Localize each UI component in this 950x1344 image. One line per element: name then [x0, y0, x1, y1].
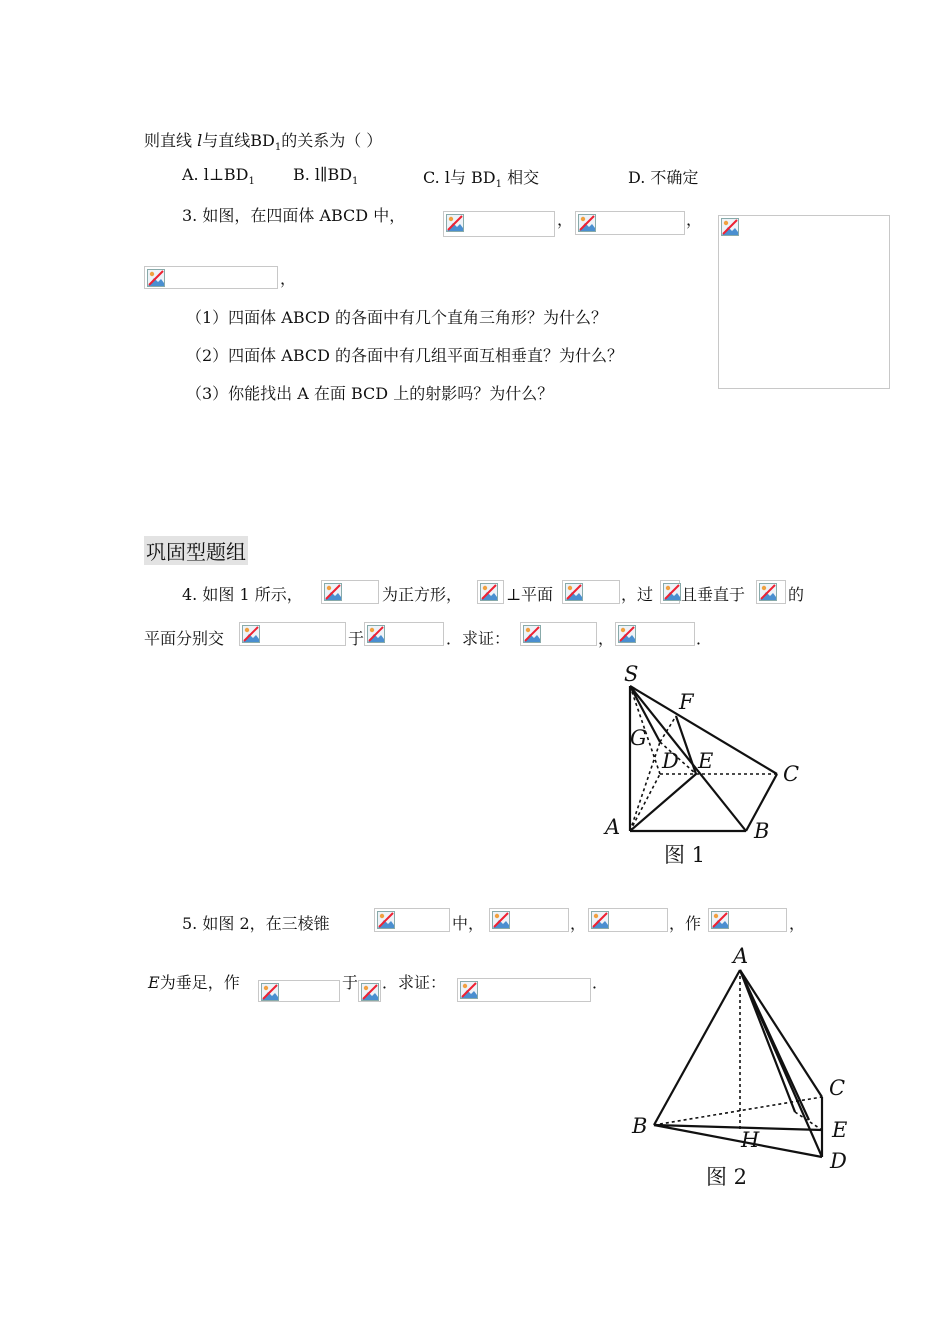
broken-image-icon	[591, 911, 609, 929]
formula-image	[457, 978, 591, 1002]
q3-part-3: （3）你能找出 A 在面 BCD 上的射影吗？为什么？	[186, 384, 554, 403]
q5-text: 5. 如图 2，在三棱锥	[182, 914, 330, 933]
vertex-label-s: S	[624, 662, 639, 686]
broken-image-icon	[492, 911, 510, 929]
broken-image-icon	[367, 625, 385, 643]
formula-image	[756, 580, 786, 604]
broken-image-icon	[147, 269, 165, 287]
formula-image	[562, 580, 620, 604]
formula-image	[364, 622, 444, 646]
q4-text: ⊥平面	[506, 585, 554, 604]
q2-option-a: A. $l\perp BD_1$	[182, 165, 255, 188]
broken-image-icon	[460, 981, 478, 999]
separator: ，	[280, 269, 297, 288]
broken-image-icon	[480, 583, 498, 601]
q5-text: ，作	[669, 914, 702, 933]
formula-image	[660, 580, 680, 604]
vertex-label-e: E	[698, 749, 714, 773]
vertex-label-d: D	[662, 749, 679, 773]
formula-image	[358, 980, 381, 1002]
broken-image-icon	[759, 583, 777, 601]
q5-text: ．	[592, 973, 609, 992]
broken-image-icon	[663, 583, 681, 601]
section-title: 巩固型题组	[144, 536, 248, 565]
vertex-label-d: D	[830, 1149, 847, 1173]
separator: ，	[557, 210, 574, 229]
broken-image-icon	[446, 214, 464, 232]
q5-text: ，	[789, 914, 806, 933]
formula-image	[258, 980, 340, 1002]
vertex-label-a: A	[605, 815, 621, 839]
figure-caption: 图 1	[664, 843, 706, 867]
vertex-label-h: H	[741, 1128, 760, 1152]
broken-image-icon	[361, 983, 379, 1001]
q2-stem: 则直线 l与直线$BD_1$的关系为（ ）	[144, 131, 383, 154]
formula-image	[615, 622, 695, 646]
q3-part-2: （2）四面体 ABCD 的各面中有几组平面互相垂直？为什么？	[186, 346, 624, 365]
formula-image	[477, 580, 504, 604]
formula-image	[374, 908, 450, 932]
formula-image	[321, 580, 379, 604]
formula-image	[520, 622, 597, 646]
q4-text: 于	[348, 629, 365, 648]
figure-caption: 图 2	[706, 1165, 748, 1189]
broken-image-icon	[618, 625, 636, 643]
separator: ，	[686, 210, 703, 229]
q2-option-b: B. $l\parallel BD_1$	[293, 165, 359, 188]
q4-text: ，过	[621, 585, 654, 604]
broken-image-icon	[523, 625, 541, 643]
vertex-label-a: A	[733, 944, 749, 968]
formula-image	[575, 211, 685, 235]
q4-text: ．	[696, 629, 713, 648]
broken-image-icon	[261, 983, 279, 1001]
q4-text: 且垂直于	[681, 585, 746, 604]
q4-text: ，	[598, 629, 615, 648]
vertex-label-b: B	[632, 1114, 648, 1138]
q5-text: 中，	[452, 914, 485, 933]
formula-image	[588, 908, 668, 932]
broken-image-icon	[377, 911, 395, 929]
formula-image	[489, 908, 569, 932]
q4-text: 平面分别交	[144, 629, 225, 648]
figure-image	[718, 215, 890, 389]
vertex-label-b: B	[754, 819, 770, 843]
q2-option-c: C. l与 $BD_1$ 相交	[423, 168, 540, 191]
broken-image-icon	[242, 625, 260, 643]
vertex-label-g: G	[630, 726, 647, 750]
q5-text: 于	[342, 973, 359, 992]
vertex-label-c: C	[783, 762, 800, 786]
q5-text: E为垂足，作	[148, 973, 240, 992]
q2-option-d: D. 不确定	[628, 168, 699, 187]
figure-2	[625, 940, 855, 1195]
vertex-label-e: E	[832, 1118, 848, 1142]
broken-image-icon	[721, 218, 739, 236]
formula-image	[239, 622, 346, 646]
formula-image	[443, 211, 555, 237]
q3-part-1: （1）四面体 ABCD 的各面中有几个直角三角形？为什么？	[186, 308, 608, 327]
q5-text: ．求证：	[382, 973, 447, 992]
q5-text: ，	[570, 914, 587, 933]
q3-stem: 3. 如图，在四面体 ABCD 中，	[182, 206, 406, 225]
q4-text: ．求证：	[446, 629, 511, 648]
figure-1	[590, 660, 820, 870]
broken-image-icon	[565, 583, 583, 601]
vertex-label-f: F	[679, 690, 694, 714]
formula-image	[708, 908, 787, 932]
broken-image-icon	[324, 583, 342, 601]
q4-text: 为正方形，	[382, 585, 463, 604]
q4-text: 4. 如图 1 所示，	[182, 585, 303, 604]
broken-image-icon	[578, 214, 596, 232]
vertex-label-c: C	[829, 1076, 846, 1100]
formula-image	[144, 266, 278, 289]
q4-text: 的	[788, 585, 805, 604]
broken-image-icon	[711, 911, 729, 929]
